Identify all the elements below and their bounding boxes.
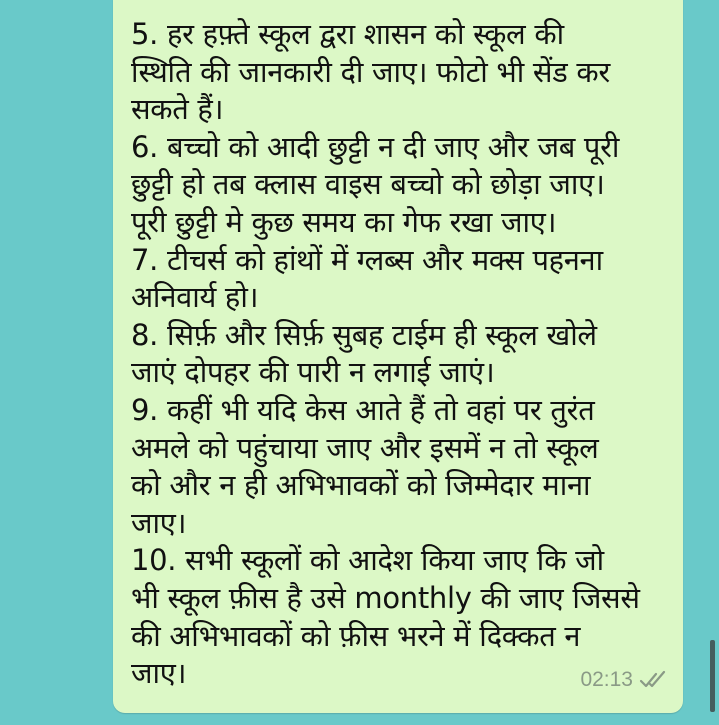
message-line: पूरी छुट्टी मे कुछ समय का गेफ रखा जाए।	[131, 204, 557, 239]
message-line: 7. टीचर्स को हांथों में ग्लब्स और मक्स पहनना	[131, 242, 603, 277]
message-line: 9. कहीं भी यदि केस आते हैं तो वहां पर तुरंत	[131, 392, 595, 427]
message-time: 02:13	[580, 668, 633, 691]
message-line: जाए।	[131, 505, 187, 540]
double-check-icon	[639, 669, 671, 691]
message-line: अनिवार्य हो।	[131, 280, 259, 315]
message-text	[131, 16, 669, 693]
message-line: स्थिति की जानकारी दी जाए। फोटो भी सेंड कर	[131, 54, 610, 89]
message-line: 10. सभी स्कूलों को आदेश किया जाए कि जो	[131, 543, 604, 578]
message-line: 8. सिर्फ़ और सिर्फ़ सुबह टाईम ही स्कूल खोले	[131, 317, 597, 352]
message-line: को और न ही अभिभावकों को जिम्मेदार माना	[131, 468, 591, 503]
message-line: छुट्टी हो तब क्लास वाइस बच्चो को छोड़ा जाए।	[131, 167, 605, 202]
message-line: 6. बच्चो को आदी छुट्टी न दी जाए और जब पूरी	[131, 129, 620, 164]
message-line: सकते हैं।	[131, 92, 224, 127]
message-line: की अभिभावकों को फ़ीस भरने में दिक्कत न	[131, 618, 581, 653]
message-line: जाएं दोपहर की पारी न लगाई जाएं।	[131, 355, 495, 390]
message-line: 5. हर हफ़्ते स्कूल द्वरा शासन को स्कूल की	[131, 17, 564, 51]
message-line: अमले को पहुंचाया जाए और इसमें न तो स्कूल	[131, 430, 599, 465]
message-line: भी स्कूल फ़ीस है उसे monthly की जाए जिससे	[131, 580, 640, 615]
scrollbar-thumb[interactable]	[710, 640, 715, 712]
message-line: जाए।	[131, 656, 187, 691]
message-bubble[interactable]	[113, 0, 683, 713]
message-meta	[580, 668, 671, 692]
